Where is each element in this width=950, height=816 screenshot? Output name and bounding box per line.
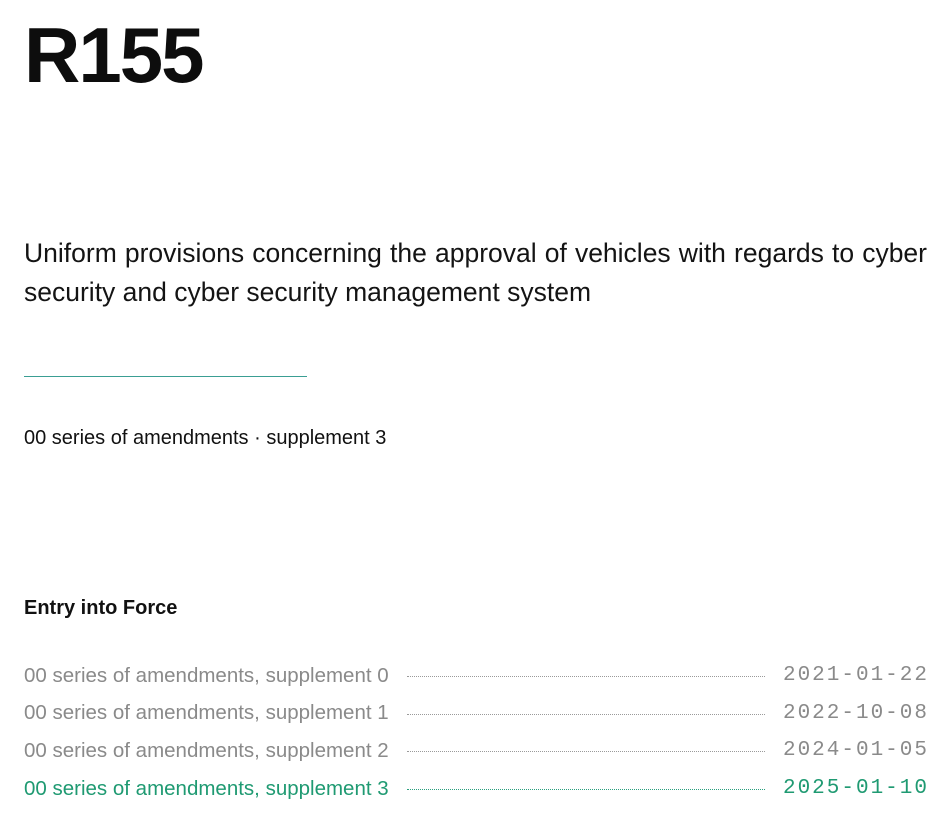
history-row-date: 2021-01-22 — [782, 664, 929, 688]
history-row-supplement-1 — [24, 695, 927, 733]
current-version: 00 series of amendments · supplement 3 — [24, 427, 387, 449]
dotted-leader — [407, 751, 765, 752]
dotted-leader — [407, 789, 765, 790]
history-row-date: 2025-01-10 — [782, 777, 929, 801]
history-row-label: 00 series of amendments, supplement 3 — [24, 776, 389, 800]
history-row-date: 2022-10-08 — [782, 701, 929, 725]
dotted-leader — [407, 714, 765, 715]
regulation-title: Uniform provisions concerning the approval of vehicles with regards to cyber security and cyber security management system — [24, 238, 927, 307]
regulation-page — [24, 0, 927, 816]
history-row-supplement-3-current — [24, 770, 927, 808]
history-row-supplement-0 — [24, 657, 927, 695]
title-divider — [24, 376, 307, 377]
history-row-label: 00 series of amendments, supplement 0 — [24, 663, 389, 687]
regulation-number: R155 — [24, 11, 203, 99]
history-row-supplement-2 — [24, 732, 927, 770]
entry-into-force-heading: Entry into Force — [24, 597, 178, 619]
entry-into-force-list — [24, 657, 927, 807]
history-row-label: 00 series of amendments, supplement 1 — [24, 701, 389, 725]
history-row-date: 2024-01-05 — [782, 739, 929, 763]
dotted-leader — [407, 676, 765, 677]
history-row-label: 00 series of amendments, supplement 2 — [24, 738, 389, 762]
